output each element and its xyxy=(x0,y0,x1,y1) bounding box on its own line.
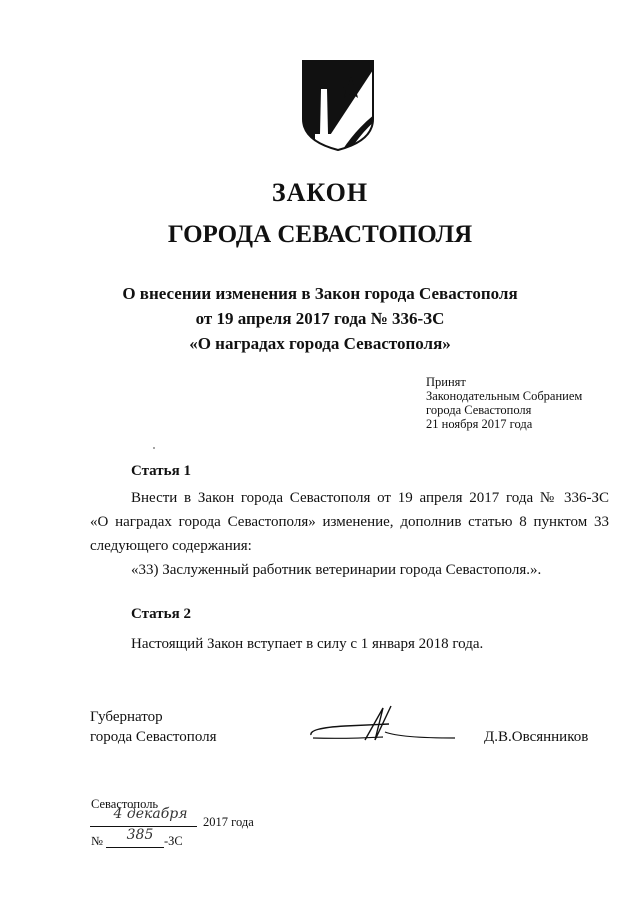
document-city-title: ГОРОДА СЕВАСТОПОЛЯ xyxy=(167,221,473,248)
adoption-date: 21 ноября 2017 года xyxy=(426,417,533,431)
scan-speck xyxy=(153,447,155,449)
number-underline xyxy=(106,847,164,848)
subtitle-line: «О наградах города Севастополя» xyxy=(189,334,451,353)
article-2-heading: Статья 2 xyxy=(131,606,191,622)
subtitle-line: от 19 апреля 2017 года № 336-ЗС xyxy=(195,309,445,328)
signing-place: Севастополь xyxy=(91,797,159,811)
article-2-line: Настоящий Закон вступает в силу с 1 января 2018 года. xyxy=(131,636,484,652)
article-1-line: Внести в Закон города Севастополя от 19 апреля 2017 года № 336-ЗС xyxy=(131,490,609,506)
city-coat-of-arms-icon xyxy=(301,59,375,152)
governor-name: Д.В.Овсянников xyxy=(484,729,589,745)
adoption-line: Законодательным Собранием xyxy=(426,389,583,403)
adoption-line: города Севастополя xyxy=(426,403,532,417)
article-1-heading: Статья 1 xyxy=(131,463,191,479)
handwritten-number: 385 xyxy=(126,827,154,843)
number-suffix: -ЗС xyxy=(164,834,183,848)
signing-year: 2017 года xyxy=(203,815,254,829)
governor-signature-icon xyxy=(305,702,455,748)
article-1-line: «33) Заслуженный работник ветеринарии города Севастополя.». xyxy=(131,562,542,578)
governor-title: Губернатор xyxy=(90,709,163,725)
article-1-line: следующего содержания: xyxy=(90,538,252,554)
document-title: ЗАКОН xyxy=(271,178,369,207)
subtitle-line: О внесении изменения в Закон города Севастополя xyxy=(122,284,518,303)
number-label: № xyxy=(91,834,103,848)
handwritten-date: 4 декабря xyxy=(113,806,188,822)
article-1-line: «О наградах города Севастополя» изменение, дополнив статью 8 пунктом 33 xyxy=(90,514,609,530)
adoption-line: Принят xyxy=(426,375,466,389)
governor-city: города Севастополя xyxy=(90,729,217,745)
